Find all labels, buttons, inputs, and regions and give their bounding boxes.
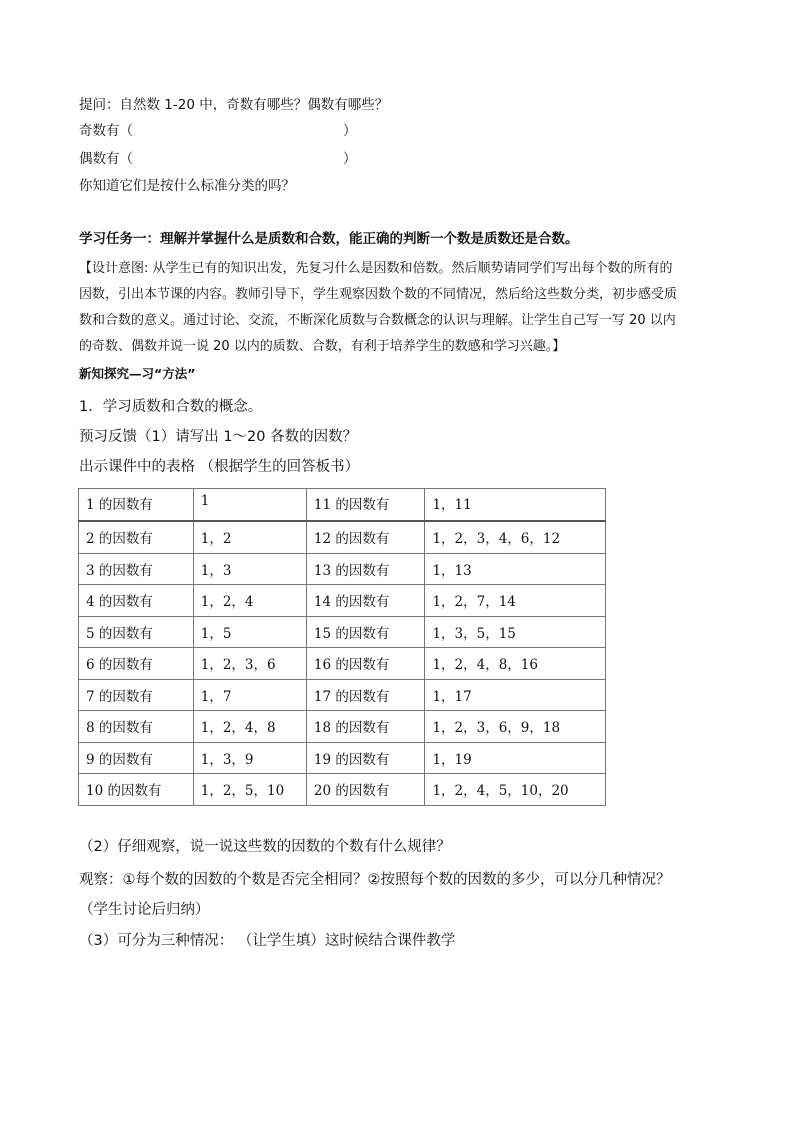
number-label-cell: 11 的因数有 [306,489,425,522]
odd-close-paren: ） [343,123,357,139]
factors-cell: 1，2，4 [193,585,306,617]
number-label-cell: 15 的因数有 [306,616,425,648]
number-label-cell: 3 的因数有 [79,553,194,585]
number-label-cell: 10 的因数有 [79,774,194,806]
factors-cell: 1，3，9 [193,742,306,774]
section-heading: 新知探究—习“方法” [79,366,196,381]
factors-cell: 1，3 [193,553,306,585]
number-label-cell: 9 的因数有 [79,742,194,774]
question-3: （3）可分为三种情况： （让学生填）这时候结合课件教学 [79,933,456,949]
factor-table [78,488,606,806]
factors-cell: 1，5 [193,616,306,648]
design-intent-line-2: 因数，引出本节课的内容。教师引导下，学生观察因数个数的不同情况，然后给这些数分类，初步感受质 [79,287,678,302]
factors-cell: 1，3，5，15 [425,616,606,648]
number-label-cell: 14 的因数有 [306,585,425,617]
number-label-cell: 8 的因数有 [79,711,194,743]
number-label-cell: 13 的因数有 [306,553,425,585]
table-row [79,616,606,648]
factors-cell: 1，11 [425,489,606,522]
factors-cell: 1，19 [425,742,606,774]
factors-cell: 1，17 [425,679,606,711]
number-label-cell: 7 的因数有 [79,679,194,711]
table-row [79,648,606,680]
design-intent-line-1: 【设计意图: 从学生已有的知识出发，先复习什么是因数和倍数。然后顺势请同学们写出每个数的所有的 [79,261,673,276]
number-label-cell: 2 的因数有 [79,521,194,553]
design-intent-line-4: 的奇数、偶数并说一说 20 以内的质数、合数，有利于培养学生的数感和学习兴趣。】 [79,339,566,354]
discuss-note: （学生讨论后归纳） [79,902,210,918]
factors-cell: 1，2 [193,521,306,553]
point-1: 1．学习质数和合数的概念。 [79,399,263,415]
table-row [79,742,606,774]
factors-cell: 1，2，5，10 [193,774,306,806]
task1-title: 学习任务一：理解并掌握什么是质数和合数，能正确的判断一个数是质数还是合数。 [79,231,579,247]
number-label-cell: 1 的因数有 [79,489,194,522]
factors-cell: 1，2，3，6，9，18 [425,711,606,743]
table-row [79,711,606,743]
table-row [79,521,606,553]
number-label-cell: 17 的因数有 [306,679,425,711]
factors-cell: 1，2，3，6 [193,648,306,680]
preview-question: 预习反馈（1）请写出 1～20 各数的因数？ [79,429,358,445]
even-numbers-label: 偶数有（ [79,151,133,167]
factors-cell: 1，2，4，8 [193,711,306,743]
factors-cell: 1，2，4，8，16 [425,648,606,680]
number-label-cell: 5 的因数有 [79,616,194,648]
intro-question: 提问：自然数 1-20 中，奇数有哪些？偶数有哪些？ [79,97,389,113]
factors-cell: 1，2，4，5，10，20 [425,774,606,806]
classify-question: 你知道它们是按什么标准分类的吗？ [79,178,295,194]
design-intent-line-3: 数和合数的意义。通过讨论、交流，不断深化质数与合数概念的认识与理解。让学生自己写一写 20 以内 [79,313,676,328]
number-label-cell: 18 的因数有 [306,711,425,743]
table-row [79,679,606,711]
odd-numbers-label: 奇数有（ [79,123,133,139]
table-row [79,489,606,522]
factors-cell: 1，2，7，14 [425,585,606,617]
factors-cell: 1，7 [193,679,306,711]
number-label-cell: 16 的因数有 [306,648,425,680]
factors-cell: 1 [193,489,306,522]
factors-cell: 1，2，3，4，6，12 [425,521,606,553]
table-row [79,553,606,585]
number-label-cell: 20 的因数有 [306,774,425,806]
table-row [79,774,606,806]
number-label-cell: 19 的因数有 [306,742,425,774]
show-table-note: 出示课件中的表格 （根据学生的回答板书） [79,459,360,475]
number-label-cell: 6 的因数有 [79,648,194,680]
observe-questions: 观察：①每个数的因数的个数是否完全相同？②按照每个数的因数的多少，可以分几种情况？ [79,872,671,888]
even-close-paren: ） [343,151,357,167]
factors-cell: 1，13 [425,553,606,585]
number-label-cell: 4 的因数有 [79,585,194,617]
question-2: （2）仔细观察，说一说这些数的因数的个数有什么规律？ [79,839,451,855]
table-row [79,585,606,617]
number-label-cell: 12 的因数有 [306,521,425,553]
